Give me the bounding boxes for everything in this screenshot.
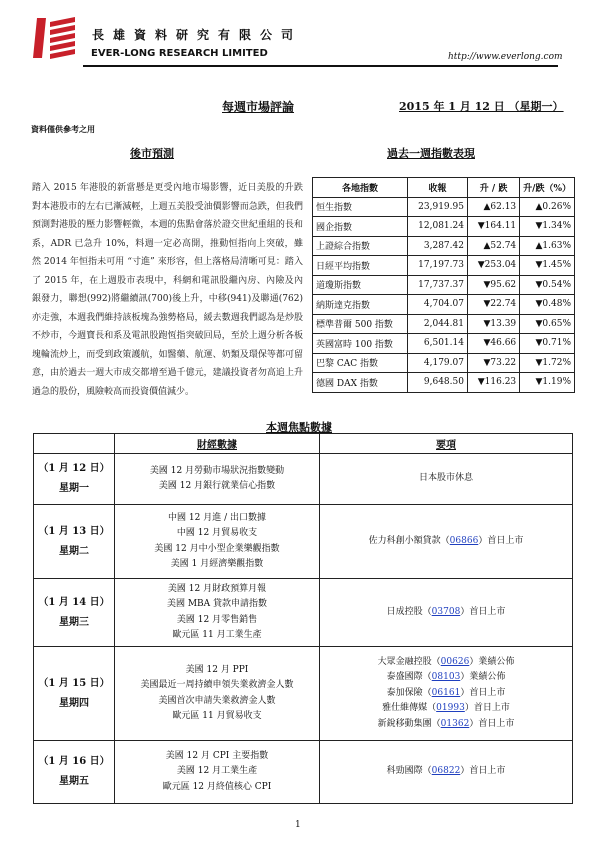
econ-item: 美國 12 月零售銷售 xyxy=(176,614,258,625)
focus-row xyxy=(34,741,573,804)
index-close: 23,919.95 xyxy=(408,197,468,217)
index-close: 17,197.73 xyxy=(408,256,468,276)
index-close: 4,179.07 xyxy=(408,353,468,373)
index-close: 4,704.07 xyxy=(408,295,468,315)
stock-code-link[interactable]: 00626 xyxy=(440,656,470,667)
note-company: 科勁國際（ xyxy=(386,766,432,777)
index-change-pct: ▲0.26% xyxy=(520,197,575,217)
note-event: ）首日上市 xyxy=(464,703,510,714)
focus-econ-cell xyxy=(115,741,320,804)
index-change: ▼73.22 xyxy=(467,353,519,373)
econ-item: 美國首次申請失業救濟金人數 xyxy=(158,695,276,706)
econ-item: 美國 1 月經濟樂觀指數 xyxy=(170,559,264,569)
index-change-pct: ▼1.45% xyxy=(520,256,575,276)
index-row xyxy=(313,373,575,393)
index-change-pct: ▼1.34% xyxy=(520,217,575,237)
focus-notes-cell xyxy=(320,505,573,579)
index-change: ▲52.74 xyxy=(467,236,519,256)
econ-item: 美國最近一周持續申領失業救濟金人數 xyxy=(140,680,294,690)
focus-row xyxy=(34,454,573,505)
focus-date: （1 月 15 日） xyxy=(38,677,110,689)
note-company: 泰加保險（ xyxy=(386,687,432,698)
focus-day-cell xyxy=(34,505,115,579)
note-company: 雅仕維傳媒（ xyxy=(382,703,437,714)
focus-econ-cell xyxy=(115,454,320,505)
index-close: 3,287.42 xyxy=(408,236,468,256)
focus-econ-cell xyxy=(115,505,320,579)
index-change-pct: ▼1.19% xyxy=(520,373,575,393)
index-change-pct: ▼0.71% xyxy=(520,334,575,354)
note-item xyxy=(320,471,572,487)
index-row xyxy=(313,334,575,354)
focus-date: （1 月 14 日） xyxy=(38,596,110,608)
index-change-pct: ▼0.65% xyxy=(520,314,575,334)
stock-code-link[interactable]: 01362 xyxy=(440,718,470,729)
index-change: ▼95.62 xyxy=(467,275,519,295)
index-name: 國企指數 xyxy=(313,217,408,237)
index-row xyxy=(313,353,575,373)
note-item xyxy=(320,534,572,550)
note-company: 日成控股（ xyxy=(386,606,432,617)
index-change: ▼13.39 xyxy=(467,314,519,334)
focus-header-econ xyxy=(115,434,320,454)
econ-item: 中國 12 月貿易收支 xyxy=(176,528,258,538)
report-title: 每週市場評論 xyxy=(222,100,295,114)
index-row xyxy=(313,236,575,256)
econ-item: 美國 12 月中小型企業樂觀指數 xyxy=(154,543,280,554)
stock-code-link[interactable]: 06822 xyxy=(431,766,461,777)
index-name: 日經平均指數 xyxy=(313,256,408,276)
econ-item: 歐元區 12 月終值核心 CPI xyxy=(162,781,272,792)
index-name: 道瓊斯指數 xyxy=(313,275,408,295)
company-logo xyxy=(31,16,79,60)
focus-weekday: 星期三 xyxy=(59,616,89,628)
index-change: ▼164.11 xyxy=(467,217,519,237)
index-row xyxy=(313,275,575,295)
note-event: ）首日上市 xyxy=(469,718,515,729)
stock-code-link[interactable]: 01993 xyxy=(436,703,465,714)
note-event: ）首日上市 xyxy=(478,535,524,546)
econ-item: 美國 12 月 CPI 主要指數 xyxy=(165,750,269,761)
index-change-pct: ▲1.63% xyxy=(520,236,575,256)
index-row xyxy=(313,256,575,276)
econ-item: 中國 12 月進 / 出口數據 xyxy=(168,512,266,523)
focus-econ-cell xyxy=(115,647,320,741)
index-table-header-row xyxy=(313,178,575,198)
focus-table-body xyxy=(34,454,573,804)
note-item xyxy=(320,605,572,621)
note-item xyxy=(320,670,572,686)
index-name: 德國 DAX 指數 xyxy=(313,373,408,393)
index-row xyxy=(313,217,575,237)
focus-notes-cell xyxy=(320,579,573,647)
focus-weekday: 星期二 xyxy=(59,545,89,557)
note-event: ）首日上市 xyxy=(460,766,506,777)
note-event: ）首日上市 xyxy=(460,687,506,698)
note-item xyxy=(320,764,572,780)
note-company: 新銳移動集團（ xyxy=(377,718,441,729)
column-header-change-pct: 升/跌（%） xyxy=(520,178,575,198)
focus-day-cell xyxy=(34,454,115,505)
note-item xyxy=(320,686,572,702)
report-date: 2015 年 1 月 12 日 （星期一） xyxy=(399,100,564,113)
focus-row xyxy=(34,579,573,647)
note-company: 佐力科創小額貸款（ xyxy=(368,535,450,546)
focus-header-blank xyxy=(34,434,115,454)
index-name: 恒生指數 xyxy=(313,197,408,217)
column-header-index: 各地指數 xyxy=(313,178,408,198)
focus-weekday: 星期四 xyxy=(59,697,89,709)
focus-row xyxy=(34,647,573,741)
note-event: ）業績公佈 xyxy=(460,672,506,683)
company-name-english: EVER-LONG RESEARCH LIMITED xyxy=(91,48,268,59)
econ-item: 美國 12 月勞動市場狀況指數變動 xyxy=(149,465,285,476)
company-name-chinese: 長雄資料研究有限公司 xyxy=(92,28,303,42)
stock-code-link[interactable]: 03708 xyxy=(431,606,461,617)
index-close: 2,044.81 xyxy=(408,314,468,334)
reference-note: 資料僅供參考之用 xyxy=(31,124,95,134)
focus-table-header-row xyxy=(34,434,573,454)
index-change: ▼253.04 xyxy=(467,256,519,276)
note-item xyxy=(320,717,572,733)
note-company: 泰盛國際（ xyxy=(386,672,432,683)
index-name: 巴黎 CAC 指數 xyxy=(313,353,408,373)
focus-weekday: 星期五 xyxy=(59,776,89,787)
index-change: ▼46.66 xyxy=(467,334,519,354)
focus-notes-cell xyxy=(320,454,573,505)
weekly-focus-table xyxy=(33,433,573,804)
focus-day-cell xyxy=(34,741,115,804)
index-name: 納斯達克指數 xyxy=(313,295,408,315)
column-header-close: 收報 xyxy=(408,178,468,198)
note-text: 日本股市休息 xyxy=(418,473,473,484)
note-company: 大眾金融控股（ xyxy=(377,656,441,667)
focus-notes-cell xyxy=(320,647,573,741)
note-event: ）首日上市 xyxy=(460,606,506,617)
index-close: 6,501.14 xyxy=(408,334,468,354)
focus-header-notes xyxy=(320,434,573,454)
focus-day-cell xyxy=(34,579,115,647)
econ-item: 歐元區 11 月工業生產 xyxy=(172,630,262,640)
focus-heading: 本週焦點數據 xyxy=(266,421,332,434)
econ-item: 美國 12 月工業生產 xyxy=(176,766,258,777)
econ-item: 美國 MBA 貸款申請指數 xyxy=(166,599,268,609)
index-change-pct: ▼0.54% xyxy=(520,275,575,295)
focus-row xyxy=(34,505,573,579)
index-close: 12,081.24 xyxy=(408,217,468,237)
index-change: ▼116.23 xyxy=(467,373,519,393)
index-change: ▲62.13 xyxy=(467,197,519,217)
focus-weekday: 星期一 xyxy=(59,483,89,494)
index-change-pct: ▼0.48% xyxy=(520,295,575,315)
index-table-body xyxy=(313,197,575,392)
index-row xyxy=(313,314,575,334)
index-name: 英國富時 100 指數 xyxy=(313,334,408,354)
stock-code-link[interactable]: 06161 xyxy=(431,687,461,698)
stock-code-link[interactable]: 08103 xyxy=(431,672,461,683)
note-item xyxy=(320,701,572,717)
forecast-heading: 後市預測 xyxy=(130,147,174,160)
index-name: 標準普爾 500 指數 xyxy=(313,314,408,334)
focus-date: （1 月 12 日） xyxy=(38,463,110,474)
column-header-change: 升 / 跌 xyxy=(467,178,519,198)
index-performance-table xyxy=(312,177,575,393)
page-number: 1 xyxy=(295,820,301,830)
company-website-link[interactable]: http://www.everlong.com xyxy=(448,52,563,62)
index-close: 17,737.37 xyxy=(408,275,468,295)
econ-item: 歐元區 11 月貿易收支 xyxy=(172,711,262,721)
focus-date: （1 月 13 日） xyxy=(38,525,110,537)
index-close: 9,648.50 xyxy=(408,373,468,393)
focus-date: （1 月 16 日） xyxy=(38,756,110,767)
index-change: ▼22.74 xyxy=(467,295,519,315)
note-item xyxy=(320,655,572,671)
focus-notes-cell xyxy=(320,741,573,804)
focus-day-cell xyxy=(34,647,115,741)
index-table-heading: 過去一週指數表現 xyxy=(387,147,475,160)
index-name: 上證綜合指數 xyxy=(313,236,408,256)
econ-item: 美國 12 月財政預算月報 xyxy=(167,583,267,594)
note-event: ）業績公佈 xyxy=(469,656,515,667)
econ-item: 美國 12 月銀行就業信心指數 xyxy=(158,481,276,491)
forecast-paragraph: 踏入 2015 年港股的新當懸是更受內地市場影響，近日美股的升跌對本港股市的左右已漸減輕，上週五美股受油價影響而急跌，但我們預測對港股的壓力影響輕微，本週的焦點會落於證交世紀重組的長和系，ADR 已急升 10%，料週一定必高開，推動恒指向上突破，雖然 2014 年恒指未可用 “寸進” 來形容，但上落格局清晰可見：踏入了 2015 年，在上週股市表現中，科網和電訊股繼內房、內險及內銀發力，聯想(992)將繼續訊(700)後上升，中移(941)及聯通(762)亦走強，本週我們維持該板塊為強勢格局，緩去數週我們認為是炒股不炒市，今週寶長和系及電訊股跑恆指突破回局，至於上週分析各板塊輪流炒上，而受到政策護航，如醫藥、航運、奶類及環保等都可留意，由於過去一週大市成交都增至過千億元，建議投資者勿高追上升過急的股份，風險較高而投資價值減少。 xyxy=(32,183,303,397)
focus-header-econ-label: 財經數據 xyxy=(197,440,237,451)
focus-header-notes-label: 要項 xyxy=(436,440,456,451)
header-divider xyxy=(83,65,558,67)
index-row xyxy=(313,197,575,217)
econ-item: 美國 12 月 PPI xyxy=(185,664,249,675)
index-change-pct: ▼1.72% xyxy=(520,353,575,373)
index-row xyxy=(313,295,575,315)
focus-econ-cell xyxy=(115,579,320,647)
stock-code-link[interactable]: 06866 xyxy=(449,535,479,546)
